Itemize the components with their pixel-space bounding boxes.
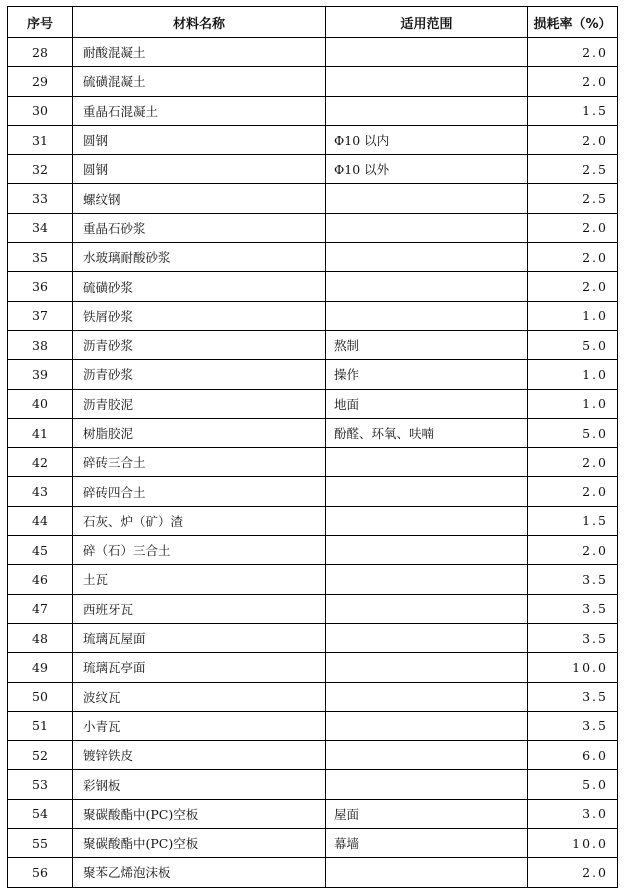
serial-number-cell: 31: [8, 125, 73, 154]
material-name-cell: 沥青砂浆: [73, 330, 326, 359]
material-name-cell: 水玻璃耐酸砂浆: [73, 243, 326, 272]
table-row: [8, 477, 618, 506]
applicable-scope-cell: [326, 653, 528, 682]
material-name-cell: 重晶石混凝土: [73, 96, 326, 125]
serial-number-cell: 56: [8, 858, 73, 887]
table-row: [8, 506, 618, 535]
table-row: [8, 711, 618, 740]
applicable-scope-cell: [326, 711, 528, 740]
loss-rate-cell: 1.5: [528, 96, 618, 125]
serial-number-cell: 50: [8, 682, 73, 711]
serial-number-cell: 43: [8, 477, 73, 506]
table-row: [8, 418, 618, 447]
table-row: [8, 184, 618, 213]
table-row: [8, 565, 618, 594]
material-name-cell: 碎砖四合土: [73, 477, 326, 506]
loss-rate-cell: 3.5: [528, 565, 618, 594]
material-name-cell: 碎砖三合土: [73, 448, 326, 477]
table-row: [8, 389, 618, 418]
table-row: [8, 741, 618, 770]
material-name-cell: 琉璃瓦屋面: [73, 623, 326, 652]
header-row: [8, 7, 618, 38]
serial-number-cell: 47: [8, 594, 73, 623]
loss-rate-cell: 2.0: [528, 448, 618, 477]
table-row: [8, 799, 618, 828]
header-applicable-scope: 适用范围: [326, 7, 528, 38]
loss-rate-cell: 1.0: [528, 360, 618, 389]
loss-rate-cell: 2.0: [528, 67, 618, 96]
serial-number-cell: 32: [8, 155, 73, 184]
material-name-cell: 彩钢板: [73, 770, 326, 799]
applicable-scope-cell: [326, 38, 528, 67]
serial-number-cell: 34: [8, 213, 73, 242]
loss-rate-cell: 2.5: [528, 155, 618, 184]
loss-rate-cell: 1.0: [528, 389, 618, 418]
loss-rate-cell: 2.5: [528, 184, 618, 213]
material-name-cell: 西班牙瓦: [73, 594, 326, 623]
loss-rate-cell: 2.0: [528, 858, 618, 887]
table-row: [8, 67, 618, 96]
serial-number-cell: 40: [8, 389, 73, 418]
loss-rate-cell: 2.0: [528, 38, 618, 67]
table-row: [8, 623, 618, 652]
table-row: [8, 96, 618, 125]
table-row: [8, 38, 618, 67]
applicable-scope-cell: 地面: [326, 389, 528, 418]
applicable-scope-cell: [326, 741, 528, 770]
serial-number-cell: 49: [8, 653, 73, 682]
applicable-scope-cell: 屋面: [326, 799, 528, 828]
material-name-cell: 聚碳酸酯中(PC)空板: [73, 829, 326, 858]
loss-rate-cell: 5.0: [528, 770, 618, 799]
applicable-scope-cell: [326, 477, 528, 506]
applicable-scope-cell: 熬制: [326, 330, 528, 359]
serial-number-cell: 54: [8, 799, 73, 828]
serial-number-cell: 52: [8, 741, 73, 770]
table-row: [8, 653, 618, 682]
applicable-scope-cell: [326, 682, 528, 711]
table-row: [8, 330, 618, 359]
loss-rate-cell: 1.5: [528, 506, 618, 535]
loss-rate-cell: 3.0: [528, 799, 618, 828]
serial-number-cell: 55: [8, 829, 73, 858]
applicable-scope-cell: [326, 67, 528, 96]
loss-rate-cell: 3.5: [528, 623, 618, 652]
applicable-scope-cell: 幕墙: [326, 829, 528, 858]
material-name-cell: 碎（石）三合土: [73, 536, 326, 565]
loss-rate-cell: 10.0: [528, 829, 618, 858]
material-name-cell: 聚苯乙烯泡沫板: [73, 858, 326, 887]
serial-number-cell: 42: [8, 448, 73, 477]
table-row: [8, 448, 618, 477]
material-name-cell: 圆钢: [73, 155, 326, 184]
material-name-cell: 琉璃瓦亭面: [73, 653, 326, 682]
material-name-cell: 硫磺砂浆: [73, 272, 326, 301]
table-row: [8, 594, 618, 623]
applicable-scope-cell: [326, 858, 528, 887]
loss-rate-cell: 2.0: [528, 213, 618, 242]
applicable-scope-cell: [326, 623, 528, 652]
material-name-cell: 树脂胶泥: [73, 418, 326, 447]
material-name-cell: 波纹瓦: [73, 682, 326, 711]
table-row: [8, 360, 618, 389]
applicable-scope-cell: [326, 536, 528, 565]
applicable-scope-cell: [326, 448, 528, 477]
material-name-cell: 土瓦: [73, 565, 326, 594]
applicable-scope-cell: [326, 184, 528, 213]
applicable-scope-cell: [326, 506, 528, 535]
loss-rate-cell: 2.0: [528, 477, 618, 506]
material-name-cell: 聚碳酸酯中(PC)空板: [73, 799, 326, 828]
applicable-scope-cell: [326, 213, 528, 242]
serial-number-cell: 39: [8, 360, 73, 389]
loss-rate-cell: 3.5: [528, 594, 618, 623]
header-loss-rate: 损耗率（%）: [528, 7, 618, 38]
applicable-scope-cell: [326, 770, 528, 799]
serial-number-cell: 38: [8, 330, 73, 359]
table-row: [8, 125, 618, 154]
material-name-cell: 沥青胶泥: [73, 389, 326, 418]
table-row: [8, 682, 618, 711]
applicable-scope-cell: 酚醛、环氧、呋喃: [326, 418, 528, 447]
material-name-cell: 铁屑砂浆: [73, 301, 326, 330]
serial-number-cell: 45: [8, 536, 73, 565]
table-row: [8, 301, 618, 330]
serial-number-cell: 41: [8, 418, 73, 447]
loss-rate-cell: 1.0: [528, 301, 618, 330]
table-row: [8, 536, 618, 565]
table-row: [8, 213, 618, 242]
loss-rate-cell: 2.0: [528, 125, 618, 154]
serial-number-cell: 28: [8, 38, 73, 67]
applicable-scope-cell: [326, 565, 528, 594]
serial-number-cell: 33: [8, 184, 73, 213]
serial-number-cell: 36: [8, 272, 73, 301]
loss-rate-cell: 2.0: [528, 536, 618, 565]
material-name-cell: 硫磺混凝土: [73, 67, 326, 96]
loss-rate-cell: 3.5: [528, 682, 618, 711]
table-row: [8, 829, 618, 858]
serial-number-cell: 44: [8, 506, 73, 535]
table-body: [8, 38, 618, 888]
loss-rate-cell: 2.0: [528, 243, 618, 272]
table-row: [8, 858, 618, 887]
applicable-scope-cell: Φ10 以外: [326, 155, 528, 184]
applicable-scope-cell: [326, 301, 528, 330]
table-row: [8, 155, 618, 184]
applicable-scope-cell: 操作: [326, 360, 528, 389]
material-name-cell: 石灰、炉（矿）渣: [73, 506, 326, 535]
loss-rate-cell: 10.0: [528, 653, 618, 682]
applicable-scope-cell: [326, 96, 528, 125]
serial-number-cell: 29: [8, 67, 73, 96]
loss-rate-cell: 5.0: [528, 330, 618, 359]
material-name-cell: 圆钢: [73, 125, 326, 154]
header-serial-number: 序号: [8, 7, 73, 38]
applicable-scope-cell: [326, 272, 528, 301]
material-name-cell: 沥青砂浆: [73, 360, 326, 389]
applicable-scope-cell: [326, 243, 528, 272]
serial-number-cell: 51: [8, 711, 73, 740]
serial-number-cell: 48: [8, 623, 73, 652]
serial-number-cell: 30: [8, 96, 73, 125]
serial-number-cell: 53: [8, 770, 73, 799]
material-loss-rate-table: [7, 6, 618, 888]
table-row: [8, 243, 618, 272]
material-name-cell: 耐酸混凝土: [73, 38, 326, 67]
loss-rate-cell: 5.0: [528, 418, 618, 447]
loss-rate-cell: 6.0: [528, 741, 618, 770]
header-material-name: 材料名称: [73, 7, 326, 38]
material-name-cell: 螺纹钢: [73, 184, 326, 213]
material-name-cell: 镀锌铁皮: [73, 741, 326, 770]
material-name-cell: 重晶石砂浆: [73, 213, 326, 242]
serial-number-cell: 35: [8, 243, 73, 272]
loss-rate-cell: 2.0: [528, 272, 618, 301]
loss-rate-cell: 3.5: [528, 711, 618, 740]
material-name-cell: 小青瓦: [73, 711, 326, 740]
table-row: [8, 770, 618, 799]
serial-number-cell: 46: [8, 565, 73, 594]
serial-number-cell: 37: [8, 301, 73, 330]
table-row: [8, 272, 618, 301]
applicable-scope-cell: [326, 594, 528, 623]
applicable-scope-cell: Φ10 以内: [326, 125, 528, 154]
